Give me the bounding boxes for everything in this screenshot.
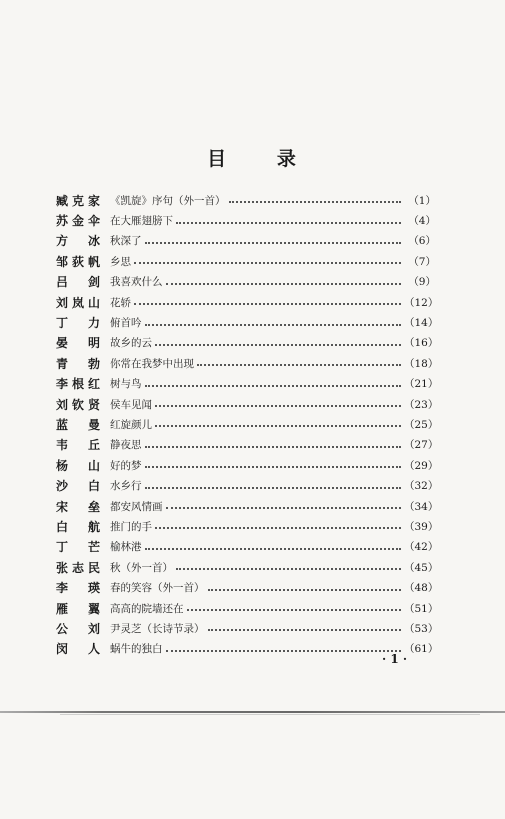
toc-entry[interactable] — [56, 577, 439, 597]
toc-leader-dots — [145, 477, 402, 489]
toc-page-number: （27） — [404, 439, 439, 452]
toc-leader-dots — [208, 579, 402, 591]
toc-author: 邹荻帆 — [56, 254, 100, 269]
toc-author: 吕 剑 — [56, 275, 100, 290]
toc-work-title: 树与鸟 — [110, 378, 142, 391]
toc-work-title: 蜗牛的独白 — [110, 643, 163, 656]
toc-work-title: 推门的手 — [110, 520, 152, 533]
toc-author: 刘岚山 — [56, 295, 100, 310]
toc-entry[interactable] — [56, 414, 439, 434]
toc-work-title: 故乡的云 — [110, 337, 152, 350]
toc-entry[interactable] — [56, 516, 439, 536]
toc-author: 晏 明 — [56, 336, 100, 351]
toc-author: 方 冰 — [56, 234, 100, 249]
page-title — [0, 144, 505, 171]
toc-leader-dots — [134, 293, 401, 305]
toc-page-number: （42） — [404, 541, 439, 554]
toc-entry[interactable] — [56, 210, 436, 230]
toc-page-number: （21） — [404, 378, 439, 391]
toc-author: 李根红 — [56, 377, 100, 392]
toc-leader-dots — [145, 232, 402, 244]
toc-page-number: （53） — [404, 622, 439, 635]
toc-work-title: 秋深了 — [110, 235, 142, 248]
toc-entry[interactable] — [56, 231, 436, 251]
toc-author: 闵 人 — [56, 642, 100, 657]
toc-work-title: 我喜欢什么 — [110, 276, 163, 289]
toc-page-number: （6） — [408, 235, 436, 248]
toc-leader-dots — [197, 354, 401, 366]
toc-author: 李 瑛 — [56, 581, 100, 596]
toc-author: 张志民 — [56, 560, 100, 575]
toc-work-title: 在大雁翅膀下 — [110, 215, 173, 228]
toc-entry[interactable] — [56, 455, 439, 475]
toc-page-number: （9） — [408, 276, 436, 289]
toc-entry[interactable] — [56, 190, 436, 210]
toc-author: 白 航 — [56, 519, 100, 534]
toc-page-number: （32） — [404, 480, 439, 493]
toc-leader-dots — [155, 395, 401, 407]
toc-work-title: 侯车见闻 — [110, 398, 152, 411]
toc-leader-dots — [145, 436, 402, 448]
title-char-2: 录 — [276, 148, 298, 170]
toc-author: 宋 垒 — [56, 499, 100, 514]
toc-entry[interactable] — [56, 435, 439, 455]
toc-work-title: 乡思 — [110, 255, 131, 268]
toc-leader-dots — [187, 599, 402, 611]
toc-page-number: （18） — [404, 357, 439, 370]
toc-entry[interactable] — [56, 496, 439, 516]
toc-work-title: 都安风情画 — [110, 500, 163, 513]
toc-page-number: （29） — [404, 459, 439, 472]
toc-list — [56, 190, 439, 659]
toc-leader-dots — [155, 415, 401, 427]
toc-leader-dots — [176, 212, 401, 224]
toc-work-title: 《凯旋》序句（外一首） — [110, 194, 226, 207]
toc-page-number: （25） — [404, 418, 439, 431]
toc-entry[interactable] — [56, 475, 439, 495]
toc-leader-dots — [134, 252, 401, 264]
toc-page-number: （51） — [404, 602, 439, 615]
toc-entry[interactable] — [56, 292, 439, 312]
toc-entry[interactable] — [56, 394, 439, 414]
toc-page-number: （4） — [408, 215, 436, 228]
toc-entry[interactable] — [56, 312, 439, 332]
toc-author: 沙 白 — [56, 479, 100, 494]
toc-leader-dots — [166, 640, 402, 652]
toc-page-number: （12） — [404, 296, 439, 309]
toc-page-number: （14） — [404, 317, 439, 330]
page-number: · 1 · — [382, 652, 408, 666]
toc-author: 丁 力 — [56, 316, 100, 331]
toc-entry[interactable] — [56, 557, 439, 577]
toc-work-title: 秋（外一首） — [110, 561, 173, 574]
toc-author: 臧克家 — [56, 193, 100, 208]
toc-leader-dots — [208, 619, 402, 631]
toc-leader-dots — [229, 191, 402, 203]
toc-work-title: 你常在我梦中出现 — [110, 357, 194, 370]
toc-work-title: 春的笑容（外一首） — [110, 582, 205, 595]
toc-author: 丁 芒 — [56, 540, 100, 555]
toc-leader-dots — [166, 273, 402, 285]
toc-work-title: 静夜思 — [110, 439, 142, 452]
toc-leader-dots — [145, 314, 402, 326]
toc-leader-dots — [176, 558, 401, 570]
toc-page-number: （45） — [404, 561, 439, 574]
toc-entry[interactable] — [56, 251, 436, 271]
toc-work-title: 水乡行 — [110, 480, 142, 493]
toc-work-title: 俯首吟 — [110, 317, 142, 330]
toc-entry[interactable] — [56, 639, 439, 659]
toc-leader-dots — [145, 456, 402, 468]
toc-entry[interactable] — [56, 353, 439, 373]
toc-page-number: （16） — [404, 337, 439, 350]
toc-entry[interactable] — [56, 272, 436, 292]
toc-author: 苏金伞 — [56, 214, 100, 229]
bottom-rule-secondary — [60, 714, 480, 715]
toc-work-title: 好的梦 — [110, 459, 142, 472]
toc-author: 刘钦贤 — [56, 397, 100, 412]
toc-author: 雁 翼 — [56, 601, 100, 616]
toc-author: 蓝 曼 — [56, 417, 100, 432]
toc-work-title: 尹灵芝（长诗节录） — [110, 622, 205, 635]
toc-leader-dots — [166, 497, 402, 509]
bottom-rule — [0, 711, 505, 713]
toc-work-title: 红旋颜儿 — [110, 418, 152, 431]
toc-leader-dots — [155, 517, 401, 529]
toc-page-number: （34） — [404, 500, 439, 513]
toc-leader-dots — [145, 375, 402, 387]
toc-page-number: （1） — [408, 194, 436, 207]
toc-author: 杨 山 — [56, 458, 100, 473]
toc-entry[interactable] — [56, 537, 439, 557]
toc-leader-dots — [145, 538, 402, 550]
title-char-1: 目 — [207, 148, 229, 170]
toc-author: 韦 丘 — [56, 438, 100, 453]
toc-leader-dots — [155, 334, 401, 346]
toc-entry[interactable] — [56, 598, 439, 618]
toc-work-title: 榆林港 — [110, 541, 142, 554]
toc-work-title: 花轿 — [110, 296, 131, 309]
toc-author: 青 勃 — [56, 356, 100, 371]
toc-page-number: （23） — [404, 398, 439, 411]
toc-page-number: （39） — [404, 520, 439, 533]
toc-entry[interactable] — [56, 618, 439, 638]
toc-page-number: （48） — [404, 582, 439, 595]
toc-entry[interactable] — [56, 374, 439, 394]
toc-author: 公 刘 — [56, 621, 100, 636]
toc-page-number: （7） — [408, 255, 436, 268]
toc-page-number: （61） — [404, 643, 439, 656]
toc-work-title: 高高的院墙还在 — [110, 602, 184, 615]
toc-entry[interactable] — [56, 333, 439, 353]
